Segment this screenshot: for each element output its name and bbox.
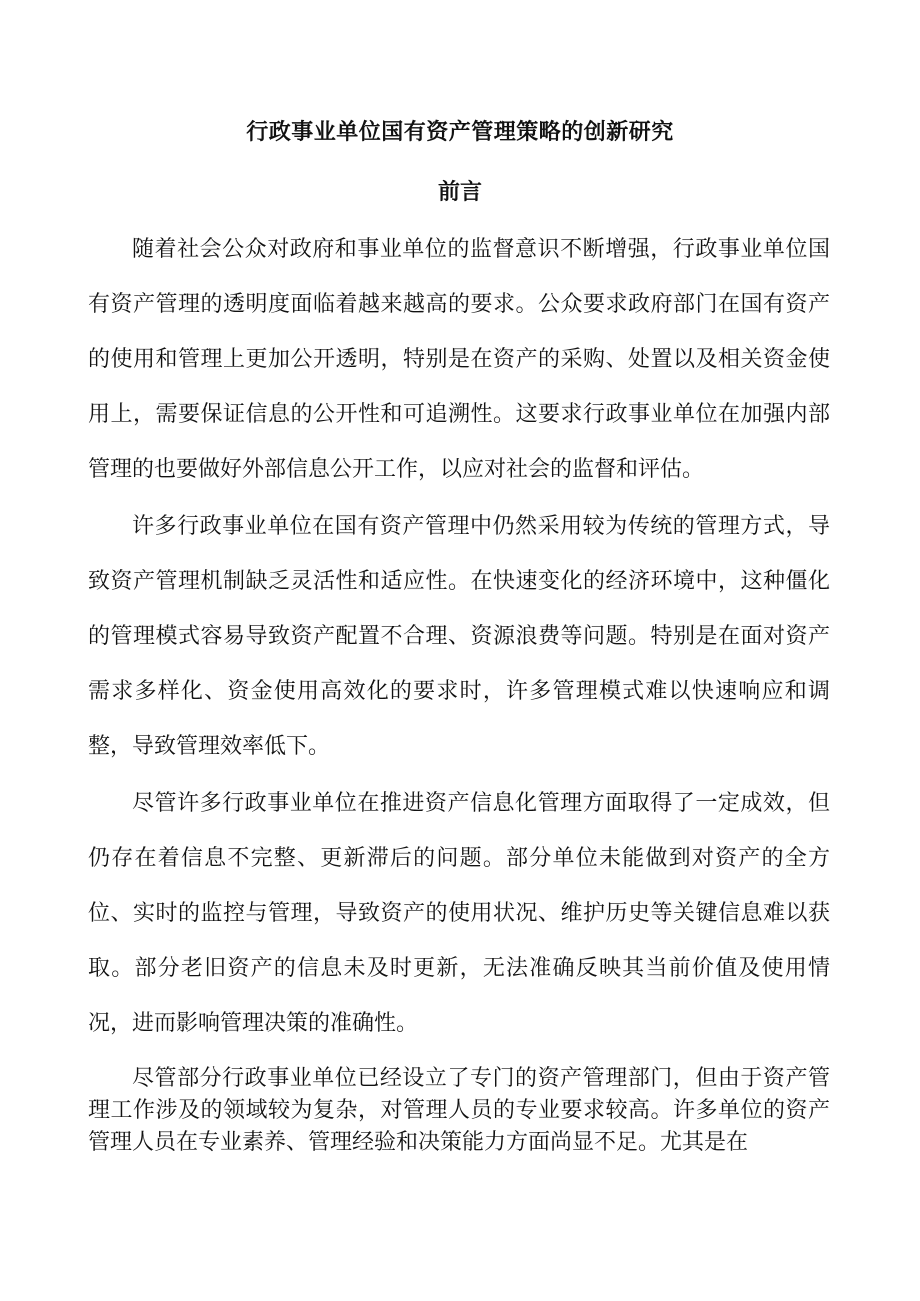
paragraph: 尽管部分行政事业单位已经设立了专门的资产管理部门，但由于资产管理工作涉及的领域较为复杂，对管理人员的专业要求较高。许多单位的资产管理人员在专业素养、管理经验和决策能力方面尚显不足。尤其是在 [88,1066,830,1155]
paragraph: 随着社会公众对政府和事业单位的监督意识不断增强，行政事业单位国有资产管理的透明度面临着越来越高的要求。公众要求政府部门在国有资产的使用和管理上更加公开透明，特别是在资产的采购、处置以及相关资金使用上，需要保证信息的公开性和可追溯性。这要求行政事业单位在加强内部管理的也要做好外部信息公开工作，以应对社会的监督和评估。 [88,237,830,482]
section-heading: 前言 [437,179,482,205]
document-title: 行政事业单位国有资产管理策略的创新研究 [246,119,674,145]
paragraph: 许多行政事业单位在国有资产管理中仍然采用较为传统的管理方式，导致资产管理机制缺乏灵活性和适应性。在快速变化的经济环境中，这种僵化的管理模式容易导致资产配置不合理、资源浪费等问题。特别是在面对资产需求多样化、资金使用高效化的要求时，许多管理模式难以快速响应和调整，导致管理效率低下。 [88,514,830,759]
paragraph: 尽管许多行政事业单位在推进资产信息化管理方面取得了一定成效，但仍存在着信息不完整、更新滞后的问题。部分单位未能做到对资产的全方位、实时的监控与管理，导致资产的使用状况、维护历史等关键信息难以获取。部分老旧资产的信息未及时更新，无法准确反映其当前价值及使用情况，进而影响管理决策的准确性。 [88,791,830,1036]
